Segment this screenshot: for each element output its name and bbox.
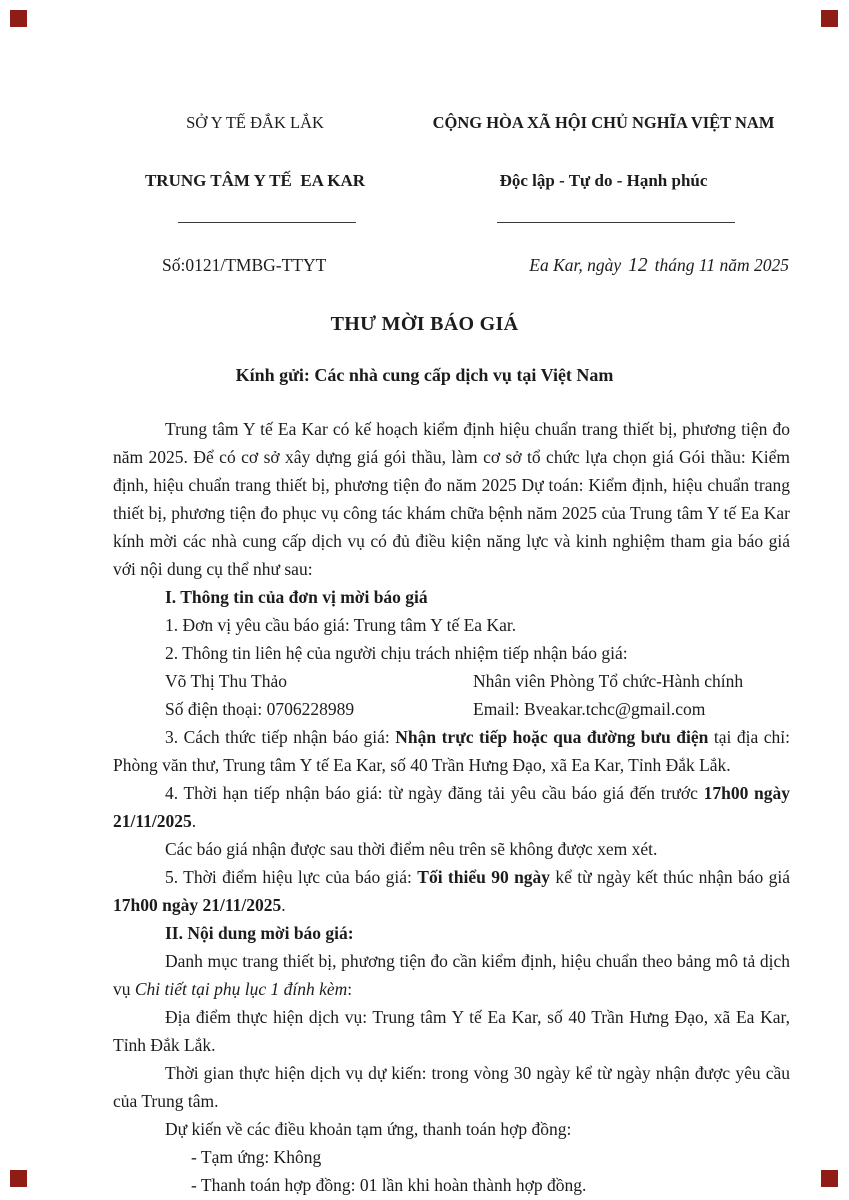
place-date-line <box>529 255 789 277</box>
text-run: Tối thiểu 90 ngày <box>417 867 551 887</box>
org-name: TRUNG TÂM Y TẾ EA KAR <box>144 171 366 190</box>
text-run: - Tạm ứng: Không <box>191 1147 322 1167</box>
paragraph <box>113 779 790 835</box>
paragraph <box>113 1059 790 1115</box>
paragraph <box>113 863 790 919</box>
paragraph <box>113 1003 790 1059</box>
issuing-org-block <box>110 76 400 246</box>
org-parent-name: SỞ Y TẾ ĐẮK LẮK <box>186 113 324 132</box>
text-run: . <box>281 895 286 915</box>
paragraph <box>113 583 790 611</box>
paragraph <box>113 611 790 639</box>
motto-underline <box>497 222 735 223</box>
paragraph <box>113 1115 790 1143</box>
text-run: 3. Cách thức tiếp nhận báo giá: <box>165 727 396 747</box>
text-run: 4. Thời hạn tiếp nhận báo giá: từ ngày đăng tải yêu cầu báo giá đến trước <box>165 783 704 803</box>
paragraph <box>113 947 790 1003</box>
document-header <box>0 76 849 246</box>
paragraph <box>113 1143 790 1171</box>
text-run: 17h00 ngày 21/11/2025 <box>113 895 282 915</box>
national-title: CỘNG HÒA XÃ HỘI CHỦ NGHĨA VIỆT NAM <box>432 113 775 132</box>
text-run: 17h00 ngày 21/11/2025 <box>113 783 790 831</box>
org-underline <box>178 222 356 223</box>
document-number: Số:0121/TMBG-TTYT <box>162 255 327 275</box>
salutation-line: Kính gửi: Các nhà cung cấp dịch vụ tại Việt Nam <box>235 365 614 385</box>
corner-marker-top-left <box>10 10 27 27</box>
contact-row <box>165 695 790 723</box>
text-run: kể từ ngày kết thúc nhận báo giá <box>550 867 790 887</box>
paragraph <box>113 919 790 947</box>
document-body <box>113 415 790 1199</box>
contact-right-cell: Nhân viên Phòng Tổ chức-Hành chính <box>473 671 744 691</box>
corner-marker-top-right <box>821 10 838 27</box>
corner-marker-bottom-left <box>10 1170 27 1187</box>
paragraph <box>113 1171 790 1199</box>
paragraph <box>113 723 790 779</box>
paragraph <box>113 639 790 667</box>
text-run: 2. Thông tin liên hệ của người chịu trách nhiệm tiếp nhận báo giá: <box>165 643 628 663</box>
national-header-block <box>416 76 791 246</box>
place-date-day: 12 <box>628 255 648 276</box>
text-run: Thời gian thực hiện dịch vụ dự kiến: trong vòng 30 ngày kể từ ngày nhận được yêu cầu của Trung tâm. <box>113 1063 790 1111</box>
text-run: tại địa chỉ: Phòng văn thư, Trung tâm Y tế Ea Kar, số 40 Trần Hưng Đạo, xã Ea Kar, Tỉnh Đắk Lắk. <box>113 727 790 775</box>
contact-left-cell: Võ Thị Thu Thảo <box>165 671 288 691</box>
corner-marker-bottom-right <box>821 1170 838 1187</box>
text-run: Các báo giá nhận được sau thời điểm nêu trên sẽ không được xem xét. <box>165 839 658 859</box>
text-run: . <box>191 811 197 831</box>
text-run: Trung tâm Y tế Ea Kar có kế hoạch kiểm định hiệu chuẩn trang thiết bị, phương tiện đo năm 2025. Để có cơ sở xây dựng giá gói thầu, làm cơ sở tổ chức lựa chọn giá Gói thầu: Kiểm định, hiệu chuẩn trang thiết bị, phương tiện đo năm 2025 Dự toán: Kiểm định, hiệu chuẩn trang thiết bị, phương tiện đo phục vụ công tác khám chữa bệnh năm 2025 của Trung tâm Y tế Ea Kar kính mời các nhà cung cấp dịch vụ có đủ điều kiện năng lực và kinh nghiệm tham gia báo giá với nội dung cụ thể như sau: <box>113 419 790 579</box>
text-run: Chi tiết tại phụ lục 1 đính kèm <box>134 979 348 999</box>
contact-left-cell: Số điện thoại: 0706228989 <box>165 699 355 719</box>
text-run: Địa điểm thực hiện dịch vụ: Trung tâm Y tế Ea Kar, số 40 Trần Hưng Đạo, xã Ea Kar, Tỉnh Đắk Lắk. <box>113 1007 790 1055</box>
contact-row <box>165 667 790 695</box>
paragraph <box>113 835 790 863</box>
contact-right-cell: Email: Bveakar.tchc@gmail.com <box>473 699 706 719</box>
text-run: Danh mục trang thiết bị, phương tiện đo cần kiểm định, hiệu chuẩn theo bảng mô tả dịch vụ <box>113 951 790 999</box>
paragraph <box>113 415 790 583</box>
document-title: THƯ MỜI BÁO GIÁ <box>330 313 519 335</box>
number-date-row <box>0 255 849 277</box>
text-run: 1. Đơn vị yêu cầu báo giá: Trung tâm Y tế Ea Kar. <box>165 615 517 635</box>
place-date-prefix: Ea Kar, ngày <box>529 255 622 275</box>
text-run: II. Nội dung mời báo giá: <box>165 923 354 943</box>
text-run: : <box>347 979 353 999</box>
text-run: 5. Thời điểm hiệu lực của báo giá: <box>165 867 418 887</box>
text-run: Dự kiến về các điều khoản tạm ứng, thanh toán hợp đồng: <box>165 1119 572 1139</box>
text-run: Nhận trực tiếp hoặc qua đường bưu điện <box>395 727 709 747</box>
text-run: I. Thông tin của đơn vị mời báo giá <box>165 587 428 607</box>
text-run: - Thanh toán hợp đồng: 01 lần khi hoàn thành hợp đồng. <box>191 1175 587 1195</box>
place-date-suffix: tháng 11 năm 2025 <box>654 255 789 275</box>
national-motto: Độc lập - Tự do - Hạnh phúc <box>499 171 708 190</box>
